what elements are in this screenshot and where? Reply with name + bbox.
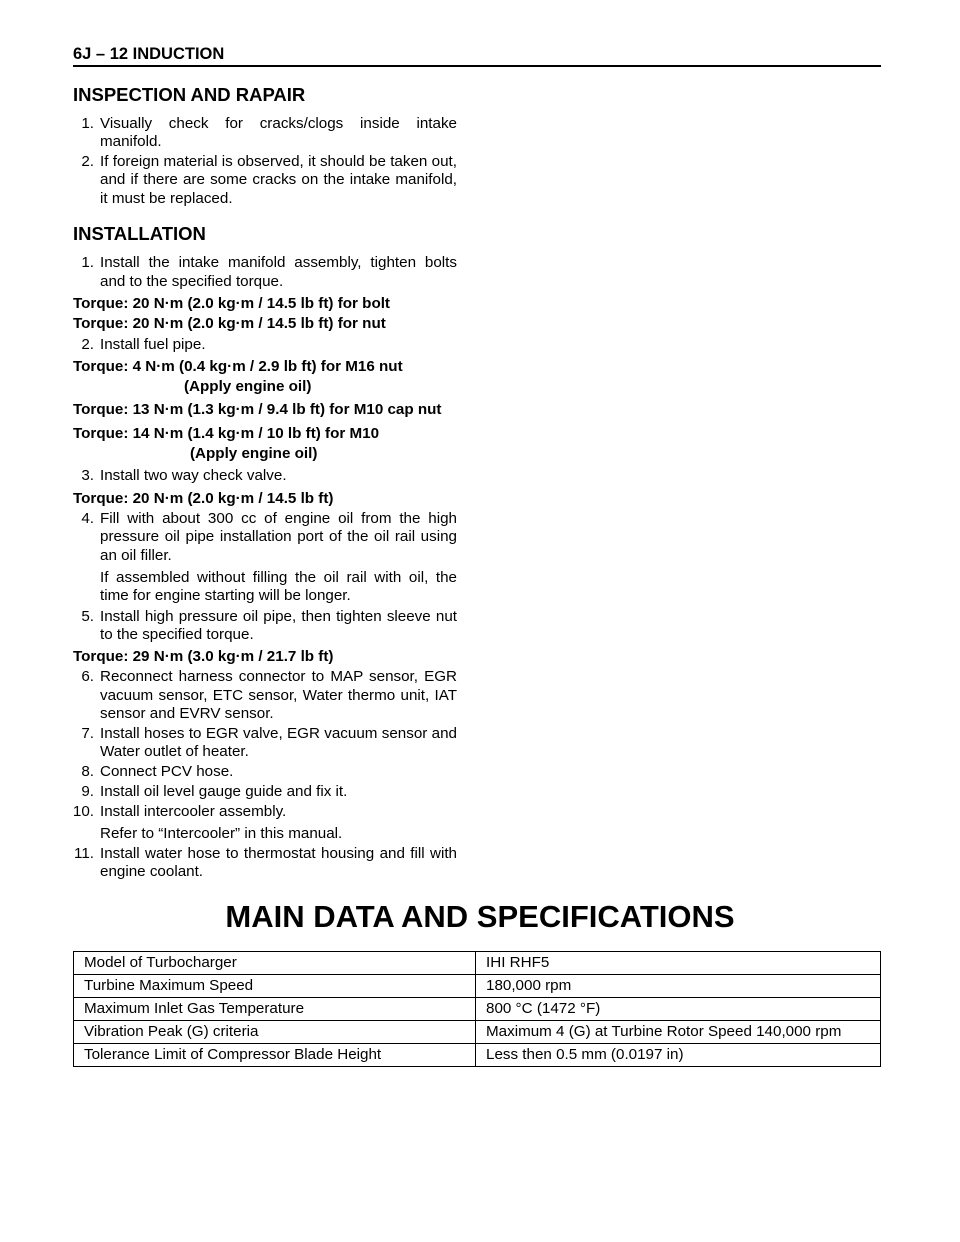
- step-text: Fill with about 300 cc of engine oil from the high pressure oil pipe installation port of the oil rail using an oil filler.: [100, 510, 457, 564]
- installation-step-2: [73, 336, 457, 354]
- step-text: Install fuel pipe.: [100, 335, 206, 353]
- step-text: If foreign material is observed, it should be taken out, and if there are some cracks on the intake manifold, it must be replaced.: [100, 153, 457, 207]
- installation-step-10: [73, 803, 457, 821]
- step-number: 1.: [81, 115, 94, 132]
- step-text: Install high pressure oil pipe, then tighten sleeve nut to the specified torque.: [100, 607, 457, 643]
- torque-note-m10: (Apply engine oil): [190, 445, 318, 463]
- installation-step-11: [73, 845, 457, 882]
- table-row: [74, 1044, 881, 1067]
- spec-label: Vibration Peak (G) criteria: [74, 1021, 476, 1044]
- torque-spec-nut: Torque: 20 N·m (2.0 kg·m / 14.5 lb ft) for nut: [73, 315, 386, 333]
- spec-value: IHI RHF5: [476, 952, 881, 975]
- step-number: 1.: [81, 254, 94, 272]
- step-number: 3.: [81, 467, 94, 485]
- torque-spec-bolt: Torque: 20 N·m (2.0 kg·m / 14.5 lb ft) for bolt: [73, 295, 390, 313]
- specifications-table: [73, 951, 881, 1067]
- installation-step-6: [73, 668, 457, 723]
- torque-spec-m10-cap-nut: Torque: 13 N·m (1.3 kg·m / 9.4 lb ft) for M10 cap nut: [73, 400, 442, 418]
- torque-spec-m16-nut: Torque: 4 N·m (0.4 kg·m / 2.9 lb ft) for M16 nut: [73, 357, 403, 375]
- spec-label: Maximum Inlet Gas Temperature: [74, 998, 476, 1021]
- step-number: 10.: [72, 802, 94, 820]
- step-number: 8.: [81, 762, 94, 780]
- step-number: 7.: [81, 724, 94, 742]
- torque-spec-oil-pipe: Torque: 29 N·m (3.0 kg·m / 21.7 lb ft): [73, 648, 334, 666]
- step-text: Visually check for cracks/clogs inside intake manifold.: [100, 115, 457, 151]
- table-row: [74, 1021, 881, 1044]
- installation-heading: INSTALLATION: [73, 223, 206, 245]
- specifications-title: MAIN DATA AND SPECIFICATIONS: [225, 899, 735, 934]
- torque-spec-m10: Torque: 14 N·m (1.4 kg·m / 10 lb ft) for M10: [73, 424, 380, 442]
- step-text: Install two way check valve.: [100, 467, 287, 485]
- step-10-note: Refer to “Intercooler” in this manual.: [100, 824, 343, 842]
- step-number: 5.: [81, 607, 94, 625]
- spec-value: Less then 0.5 mm (0.0197 in): [476, 1044, 881, 1067]
- spec-label: Model of Turbocharger: [74, 952, 476, 975]
- inspection-heading: INSPECTION AND RAPAIR: [73, 84, 306, 105]
- spec-label: Turbine Maximum Speed: [74, 975, 476, 998]
- spec-value: Maximum 4 (G) at Turbine Rotor Speed 140,000 rpm: [476, 1021, 881, 1044]
- installation-step-4: [73, 510, 457, 565]
- step-number: 2.: [81, 335, 94, 353]
- spec-value: 180,000 rpm: [476, 975, 881, 998]
- installation-step-7: [73, 725, 457, 762]
- torque-note-m16: (Apply engine oil): [184, 378, 312, 396]
- step-text: Install the intake manifold assembly, tighten bolts and to the specified torque.: [100, 254, 457, 290]
- torque-spec-check-valve: Torque: 20 N·m (2.0 kg·m / 14.5 lb ft): [73, 489, 334, 507]
- installation-step-8: [73, 763, 457, 781]
- spec-value: 800 °C (1472 °F): [476, 998, 881, 1021]
- step-text: Connect PCV hose.: [100, 762, 234, 780]
- installation-step-1: [73, 254, 457, 291]
- step-text: Install water hose to thermostat housing and fill with engine coolant.: [100, 845, 457, 881]
- step-number: 6.: [81, 668, 94, 686]
- step-text: Install hoses to EGR valve, EGR vacuum sensor and Water outlet of heater.: [100, 724, 457, 761]
- installation-step-3: [73, 467, 457, 485]
- header-rule: [73, 65, 881, 67]
- step-text: Install intercooler assembly.: [100, 802, 287, 820]
- table-row: [74, 952, 881, 975]
- step-number: 2.: [81, 153, 94, 171]
- spec-label: Tolerance Limit of Compressor Blade Height: [74, 1044, 476, 1067]
- step-text: Reconnect harness connector to MAP sensor, EGR vacuum sensor, ETC sensor, Water thermo unit, IAT sensor and EVRV sensor.: [100, 668, 457, 723]
- step-number: 11.: [74, 845, 94, 863]
- step-number: 4.: [81, 510, 94, 528]
- table-row: [74, 998, 881, 1021]
- installation-step-5: [73, 608, 457, 645]
- table-row: [74, 975, 881, 998]
- step-4-note: If assembled without filling the oil rail with oil, the time for engine starting will be longer.: [100, 568, 457, 605]
- procedure-column: [73, 84, 457, 883]
- step-number: 9.: [81, 782, 94, 800]
- inspection-step-1: [73, 115, 457, 152]
- installation-step-9: [73, 783, 457, 801]
- inspection-step-2: [73, 153, 457, 208]
- page-header: 6J – 12 INDUCTION: [73, 45, 225, 63]
- step-text: Install oil level gauge guide and fix it.: [100, 782, 348, 800]
